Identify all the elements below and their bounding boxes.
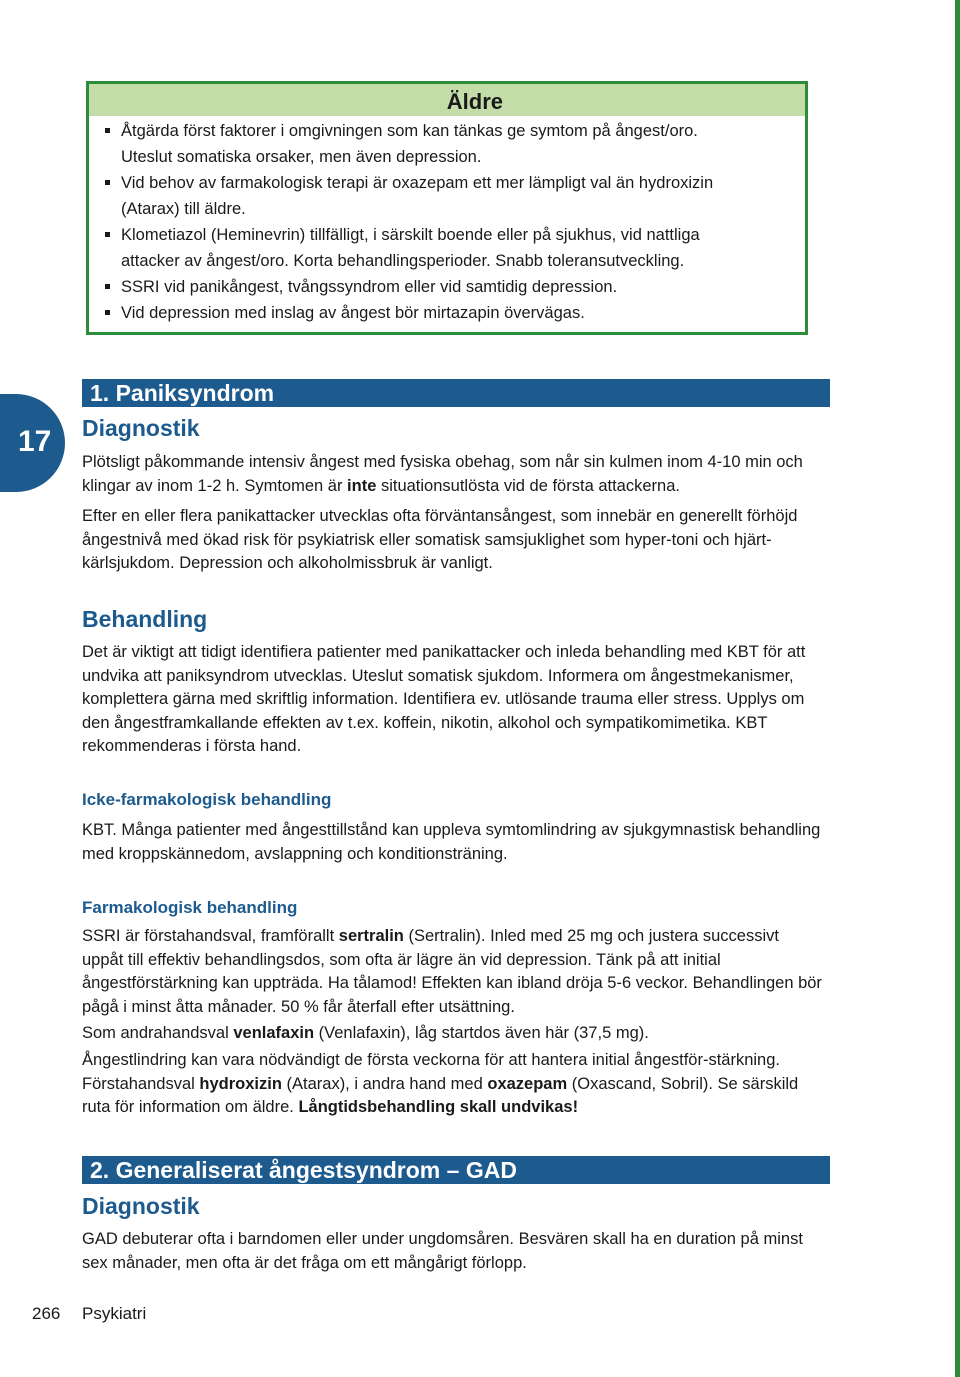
aldre-info-box bbox=[86, 81, 808, 335]
chapter-number: 17 bbox=[18, 425, 52, 458]
aldre-item: SSRI vid panikångest, tvångssyndrom eller vid samtidig depression. bbox=[103, 274, 795, 300]
behandling-heading: Behandling bbox=[82, 606, 208, 632]
aldre-list bbox=[103, 118, 795, 326]
aldre-title-bar bbox=[89, 84, 805, 116]
farmakologisk-paragraph: Som andrahandsval venlafaxin (Venlafaxin), låg startdos även här (37,5 mg). bbox=[82, 1024, 649, 1042]
diagnostik-heading: Diagnostik bbox=[82, 415, 200, 441]
behandling-paragraph: Det är viktigt att tidigt identifiera patienter med panikattacker och inleda behandling med KBT för att undvika att paniksyndrom utvecklas. Uteslut somatisk sjukdom. Informera om ångestmekanismer, komplettera gärna med skriftlig information. Identifiera ev. utlösande trauma eller stress. Upplys om den ångestframkallande effekten av t.ex. koffein, nikotin, alkohol och sympatikomimetika. KBT rekommenderas i första hand. bbox=[82, 643, 806, 755]
farmakologisk-heading: Farmakologisk behandling bbox=[82, 898, 298, 917]
chapter-tab bbox=[0, 394, 65, 492]
aldre-item: Åtgärda först faktorer i omgivningen som kan tänkas ge symtom på ångest/oro. Uteslut somatiska orsaker, men även depression. bbox=[103, 118, 795, 170]
farmakologisk-paragraph: Ångestlindring kan vara nödvändigt de första veckorna för att hantera initial ångestför-stärkning. Förstahandsval hydroxizin (Atarax), i andra hand med oxazepam (Oxascand, Sobril). Se särskild ruta för information om äldre. Långtidsbehandling skall undvikas! bbox=[82, 1051, 799, 1116]
aldre-item: Vid behov av farmakologisk terapi är oxazepam ett mer lämpligt val än hydroxizin (Atarax) till äldre. bbox=[103, 170, 795, 222]
section-heading: 2. Generaliserat ångestsyndrom – GAD bbox=[90, 1157, 517, 1183]
running-footer-title: Psykiatri bbox=[82, 1304, 147, 1323]
page-edge-stripe bbox=[955, 0, 960, 1377]
icke-farmakologisk-paragraph: KBT. Många patienter med ångesttillstånd kan uppleva symtomlindring av sjukgymnastisk behandling med kroppskännedom, avslappning och konditionsträning. bbox=[82, 821, 821, 863]
page-number: 266 bbox=[32, 1304, 61, 1323]
diagnostik-paragraph: Plötsligt påkommande intensiv ångest med fysiska obehag, som når sin kulmen inom 4-10 min och klingar av inom 1-2 h. Symtomen är inte situationsutlösta vid de första attackerna. bbox=[82, 453, 803, 495]
farmakologisk-paragraph: SSRI är förstahandsval, framförallt sertralin (Sertralin). Inled med 25 mg och justera successivt uppåt till effektiv behandlingsdos, som ofta är lägre än vid depression. Tänk på att initial ångestförstärkning kan uppträda. Ha tålamod! Effekten kan ibland dröja 5-6 veckor. Behandlingen bör pågå i minst åtta månader. 50 % får återfall efter utsättning. bbox=[82, 927, 822, 1016]
bullet-icon bbox=[105, 128, 110, 133]
diagnostik-heading: Diagnostik bbox=[82, 1193, 200, 1219]
section-heading-bar bbox=[82, 379, 830, 407]
diagnostik-paragraph: Efter en eller flera panikattacker utvecklas ofta förväntansångest, som innebär en generellt förhöjd ångestnivå med ökad risk för psykiatrisk eller somatisk samsjuklighet som hyper-toni och hjärt-kärlsjukdom. Depression och alkoholmissbruk är vanligt. bbox=[82, 507, 798, 572]
bullet-icon bbox=[105, 310, 110, 315]
diagnostik-paragraph: GAD debuterar ofta i barndomen eller under ungdomsåren. Besvären skall ha en duration på minst sex månader, men ofta är det fråga om ett mångårigt förlopp. bbox=[82, 1230, 803, 1272]
bullet-icon bbox=[105, 180, 110, 185]
icke-farmakologisk-heading: Icke-farmakologisk behandling bbox=[82, 790, 332, 809]
aldre-title: Äldre bbox=[446, 89, 503, 114]
section-heading: 1. Paniksyndrom bbox=[90, 380, 275, 406]
section-heading-bar bbox=[82, 1156, 830, 1184]
aldre-item: Klometiazol (Heminevrin) tillfälligt, i särskilt boende eller på sjukhus, vid nattliga attacker av ångest/oro. Korta behandlingsperioder. Snabb toleransutveckling. bbox=[103, 222, 795, 274]
bullet-icon bbox=[105, 232, 110, 237]
aldre-item: Vid depression med inslag av ångest bör mirtazapin övervägas. bbox=[103, 300, 795, 326]
bullet-icon bbox=[105, 284, 110, 289]
